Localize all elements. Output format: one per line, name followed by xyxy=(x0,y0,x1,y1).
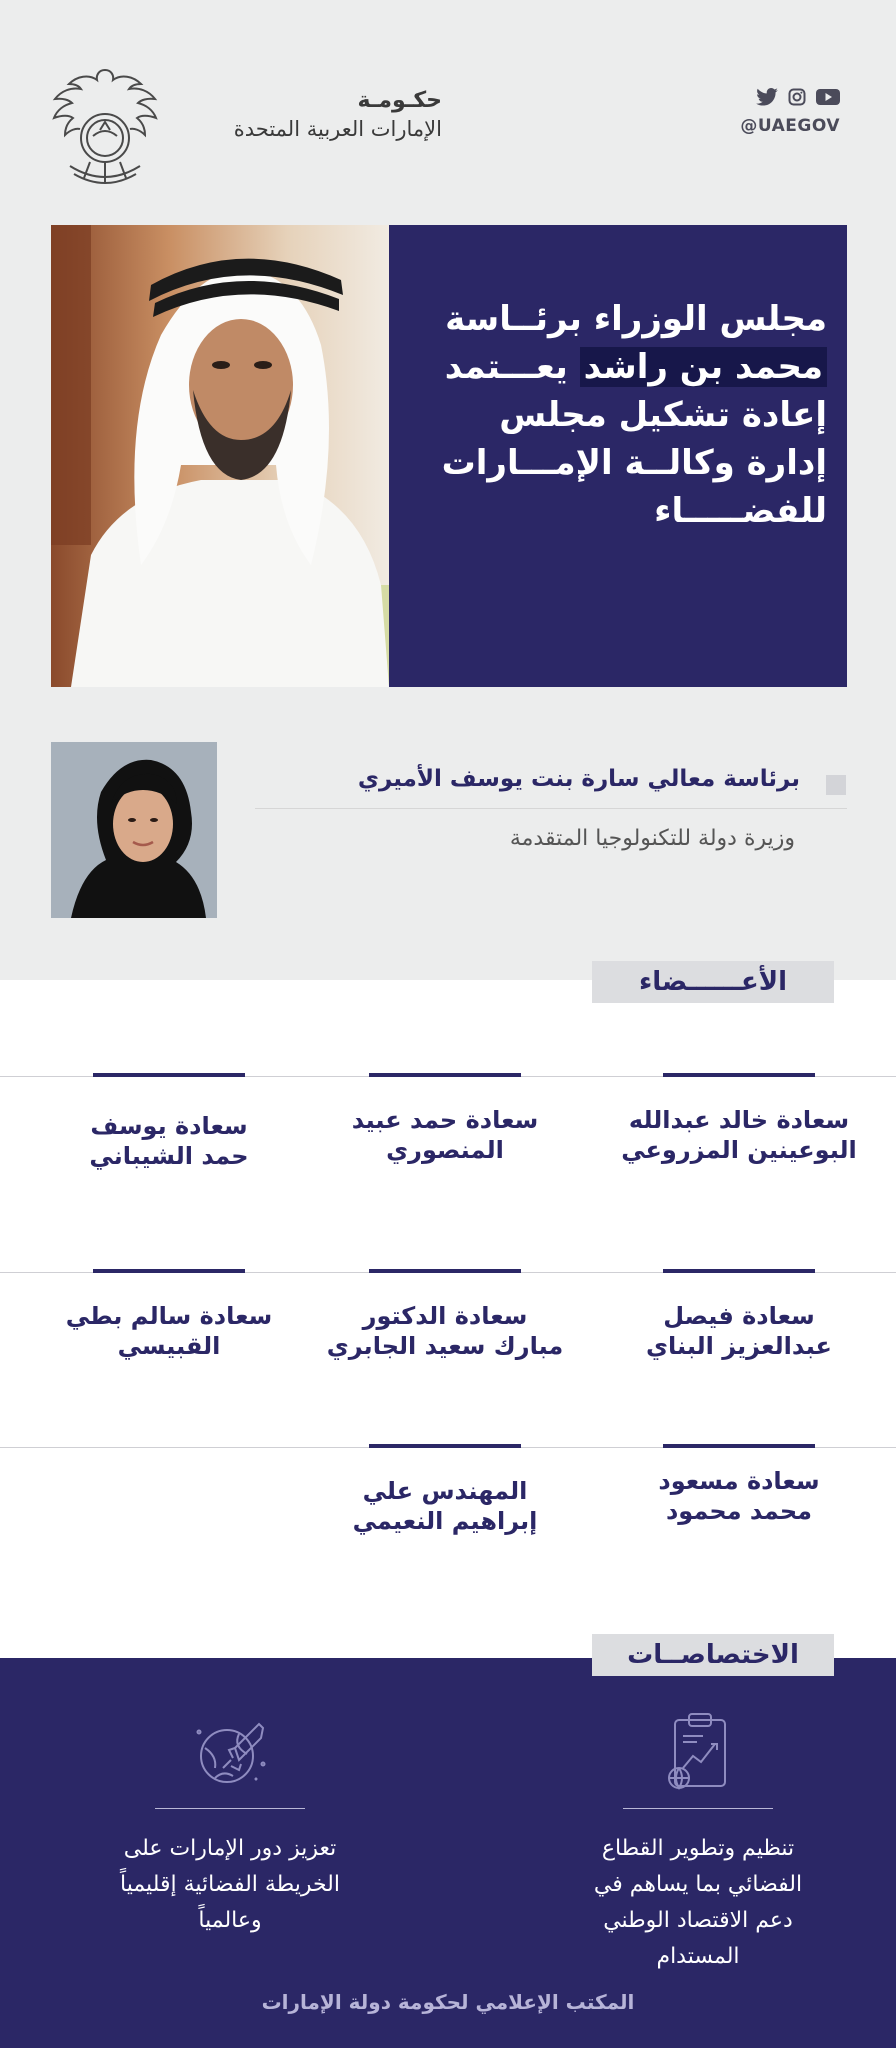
specialization-item xyxy=(70,1708,390,1939)
member-name-line2: البوعينين المزروعي xyxy=(621,1136,857,1164)
member-name-line1: سعادة الدكتور xyxy=(362,1302,528,1330)
hero-title-line-5: للفضـــــاء xyxy=(654,491,827,531)
uae-emblem-icon xyxy=(50,62,160,194)
member-card xyxy=(320,1444,570,1536)
chair-bullet xyxy=(826,775,846,795)
member-bar xyxy=(93,1073,245,1077)
specialization-line: تنظيم وتطوير القطاع xyxy=(601,1836,795,1861)
specialization-text xyxy=(538,1831,858,1975)
member-name-line1: المهندس علي xyxy=(362,1477,528,1505)
member-name-line1: سعادة مسعود xyxy=(658,1467,820,1495)
member-bar xyxy=(369,1073,521,1077)
specialization-item xyxy=(538,1708,858,1975)
member-card xyxy=(320,1073,570,1165)
member-name xyxy=(320,1301,570,1361)
member-name-line1: سعادة فيصل xyxy=(663,1302,815,1330)
instagram-icon[interactable] xyxy=(788,88,806,110)
member-card xyxy=(614,1073,864,1165)
member-card xyxy=(44,1073,294,1171)
report-clipboard-icon xyxy=(653,1708,743,1798)
gov-line2: الإمارات العربية المتحدة xyxy=(233,117,442,141)
member-bar xyxy=(663,1269,815,1273)
members-label: الأعــــــضاء xyxy=(592,961,834,1003)
globe-rocket-icon xyxy=(185,1708,275,1798)
chair-role: وزيرة دولة للتكنولوجيا المتقدمة xyxy=(509,826,795,851)
member-name-line1: سعادة يوسف xyxy=(90,1112,248,1140)
hero-title-highlight: محمد بن راشد xyxy=(580,347,827,387)
member-name xyxy=(44,1301,294,1361)
member-name-line1: سعادة خالد عبدالله xyxy=(628,1106,850,1134)
member-card xyxy=(614,1269,864,1361)
hero-title-line-2-rest: يعـــتمد xyxy=(444,347,568,387)
hero-title-line-4: إدارة وكالــة الإمـــارات xyxy=(441,443,827,483)
hero-title xyxy=(397,295,827,535)
specialization-text xyxy=(70,1831,390,1939)
member-name-line2: عبدالعزيز البناي xyxy=(646,1332,832,1360)
chair-name: برئاسة معالي سارة بنت يوسف الأميري xyxy=(357,766,800,792)
specialization-divider xyxy=(623,1808,773,1809)
member-name xyxy=(614,1105,864,1165)
member-name xyxy=(614,1466,864,1526)
hero-title-line-1: مجلس الوزراء برئــاسة xyxy=(445,299,827,339)
social-links xyxy=(730,88,840,136)
hero-banner xyxy=(51,225,847,687)
member-card xyxy=(44,1269,294,1361)
member-name-line2: محمد محمود xyxy=(665,1497,813,1525)
specialization-line: الخريطة الفضائية إقليمياً xyxy=(120,1872,340,1897)
member-name-line2: مبارك سعيد الجابري xyxy=(326,1332,564,1360)
portrait-photo-leader xyxy=(51,225,389,687)
member-name-line1: سعادة سالم بطي xyxy=(65,1302,273,1330)
member-name xyxy=(320,1105,570,1165)
member-bar xyxy=(663,1444,815,1448)
member-name-line1: سعادة حمد عبيد xyxy=(351,1106,539,1134)
member-bar xyxy=(663,1073,815,1077)
member-name xyxy=(44,1111,294,1171)
member-bar xyxy=(369,1444,521,1448)
twitter-icon[interactable] xyxy=(756,88,778,110)
specialization-divider xyxy=(155,1808,305,1809)
member-card xyxy=(614,1444,864,1526)
specialization-line: دعم الاقتصاد الوطني xyxy=(603,1908,793,1933)
member-name-line2: القبيسي xyxy=(117,1332,221,1360)
specialization-line: المستدام xyxy=(656,1944,740,1969)
footer-credit: المكتب الإعلامي لحكومة دولة الإمارات xyxy=(261,1990,635,2014)
member-name xyxy=(320,1476,570,1536)
member-bar xyxy=(93,1269,245,1273)
specialization-line: تعزيز دور الإمارات على xyxy=(123,1836,337,1861)
member-card xyxy=(320,1269,570,1361)
specializations-label: الاختصاصــات xyxy=(592,1634,834,1676)
member-bar xyxy=(369,1269,521,1273)
hero-title-line-2 xyxy=(397,343,827,391)
member-name-line2: حمد الشيباني xyxy=(89,1142,249,1170)
hero-title-line-3: إعادة تشكيل مجلس xyxy=(499,395,827,435)
member-name-line2: إبراهيم النعيمي xyxy=(352,1507,538,1535)
gov-line1: حكـومـة xyxy=(357,88,442,113)
chair-divider xyxy=(255,808,847,809)
specialization-line: وعالمياً xyxy=(198,1908,262,1933)
member-name xyxy=(614,1301,864,1361)
member-name-line2: المنصوري xyxy=(386,1136,504,1164)
portrait-photo-chair xyxy=(51,742,217,918)
social-handle[interactable]: @UAEGOV xyxy=(740,116,840,136)
government-title xyxy=(172,88,442,141)
youtube-icon[interactable] xyxy=(816,88,840,110)
specialization-line: الفضائي بما يساهم في xyxy=(593,1872,803,1897)
